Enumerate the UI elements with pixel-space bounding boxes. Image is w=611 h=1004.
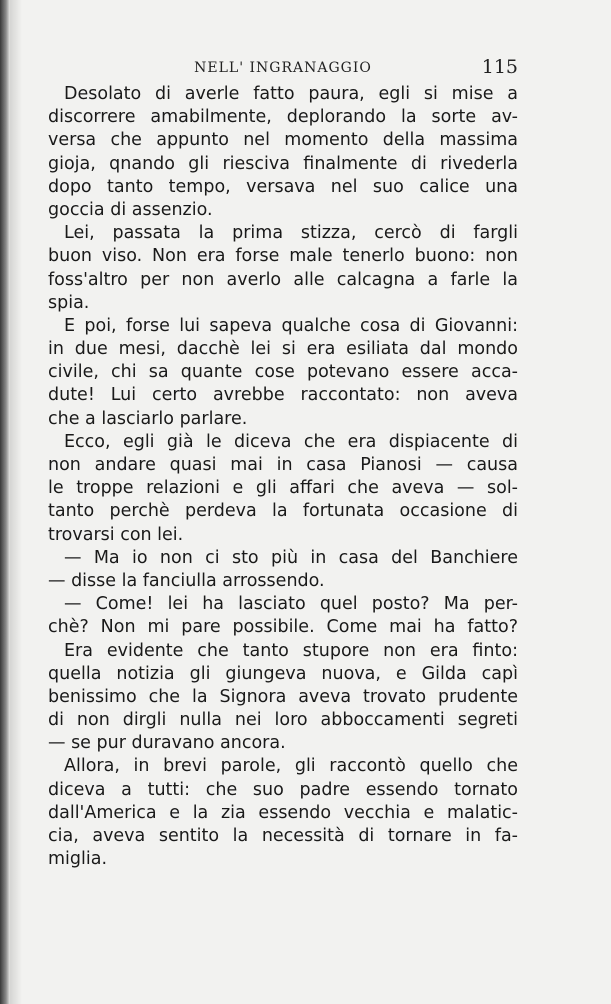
text-line: non andare quasi mai in casa Pianosi — causa bbox=[48, 455, 518, 475]
text-line: benissimo che la Signora aveva trovato prudente bbox=[48, 686, 518, 707]
text-line: spia. bbox=[48, 292, 90, 313]
text-line: — se pur duravano ancora. bbox=[48, 733, 286, 754]
text-line: miglia. bbox=[48, 849, 108, 870]
text-line: discorrere amabilmente, deplorando la sorte av- bbox=[48, 107, 518, 128]
text-line: quella notizia gli giungeva nuova, e Gilda capì bbox=[48, 663, 518, 684]
text-line: dopo tanto tempo, versava nel suo calice una bbox=[48, 176, 518, 197]
text-line: in due mesi, dacchè lei si era esiliata dal mondo bbox=[48, 339, 518, 360]
text-line: buon viso. Non era forse male tenerlo buono: non bbox=[48, 246, 518, 267]
text-line: civile, chi sa quante cose potevano essere acca- bbox=[48, 362, 518, 383]
text-line: — Ma io non ci sto più in casa del Banchiere bbox=[64, 547, 518, 568]
text-line: Desolato di averle fatto paura, egli si mise a bbox=[64, 84, 518, 104]
text-line: diceva a tutti: che suo padre essendo tornato bbox=[48, 779, 518, 800]
text-line: cia, aveva sentito la necessità di tornare in fa- bbox=[48, 826, 518, 846]
text-line: E poi, forse lui sapeva qualche cosa di Giovanni: bbox=[64, 315, 518, 336]
page-number: 115 bbox=[481, 56, 518, 78]
text-line: — disse la fanciulla arrossendo. bbox=[48, 570, 325, 591]
text-line: Lei, passata la prima stizza, cercò di fargli bbox=[64, 223, 518, 244]
text-line: Era evidente che tanto stupore non era finto: bbox=[64, 640, 518, 661]
text-line: goccia di assenzio. bbox=[48, 199, 213, 220]
text-line: di non dirgli nulla nei loro abboccamenti segreti bbox=[48, 710, 518, 731]
text-line: che a lasciarlo parlare. bbox=[48, 408, 248, 429]
text-line: — Come! lei ha lasciato quel posto? Ma per- bbox=[64, 594, 518, 615]
text-line: le troppe relazioni e gli affari che aveva — sol- bbox=[48, 478, 518, 499]
text-line: dall'America e la zia essendo vecchia e malatic- bbox=[48, 802, 518, 823]
text-line: gioja, qnando gli riesciva finalmente di rivederla bbox=[48, 153, 518, 174]
text-line: foss'altro per non averlo alle calcagna a farle la bbox=[48, 269, 518, 290]
text-line: Ecco, egli già le diceva che era dispiacente di bbox=[64, 431, 518, 452]
text-line: versa che appunto nel momento della massima bbox=[48, 130, 518, 151]
body-text bbox=[48, 83, 518, 871]
text-line: dute! Lui certo avrebbe raccontato: non aveva bbox=[48, 385, 518, 406]
page-binding-shadow bbox=[10, 0, 22, 1004]
running-head: NELL' INGRANAGGIO bbox=[194, 60, 372, 76]
text-line: Allora, in brevi parole, gli raccontò quello che bbox=[64, 756, 518, 777]
text-line: trovarsi con lei. bbox=[48, 524, 184, 545]
text-line: tanto perchè perdeva la fortunata occasione di bbox=[48, 501, 518, 522]
page-binding-edge bbox=[0, 0, 10, 1004]
text-line: chè? Non mi pare possibile. Come mai ha fatto? bbox=[48, 617, 518, 638]
